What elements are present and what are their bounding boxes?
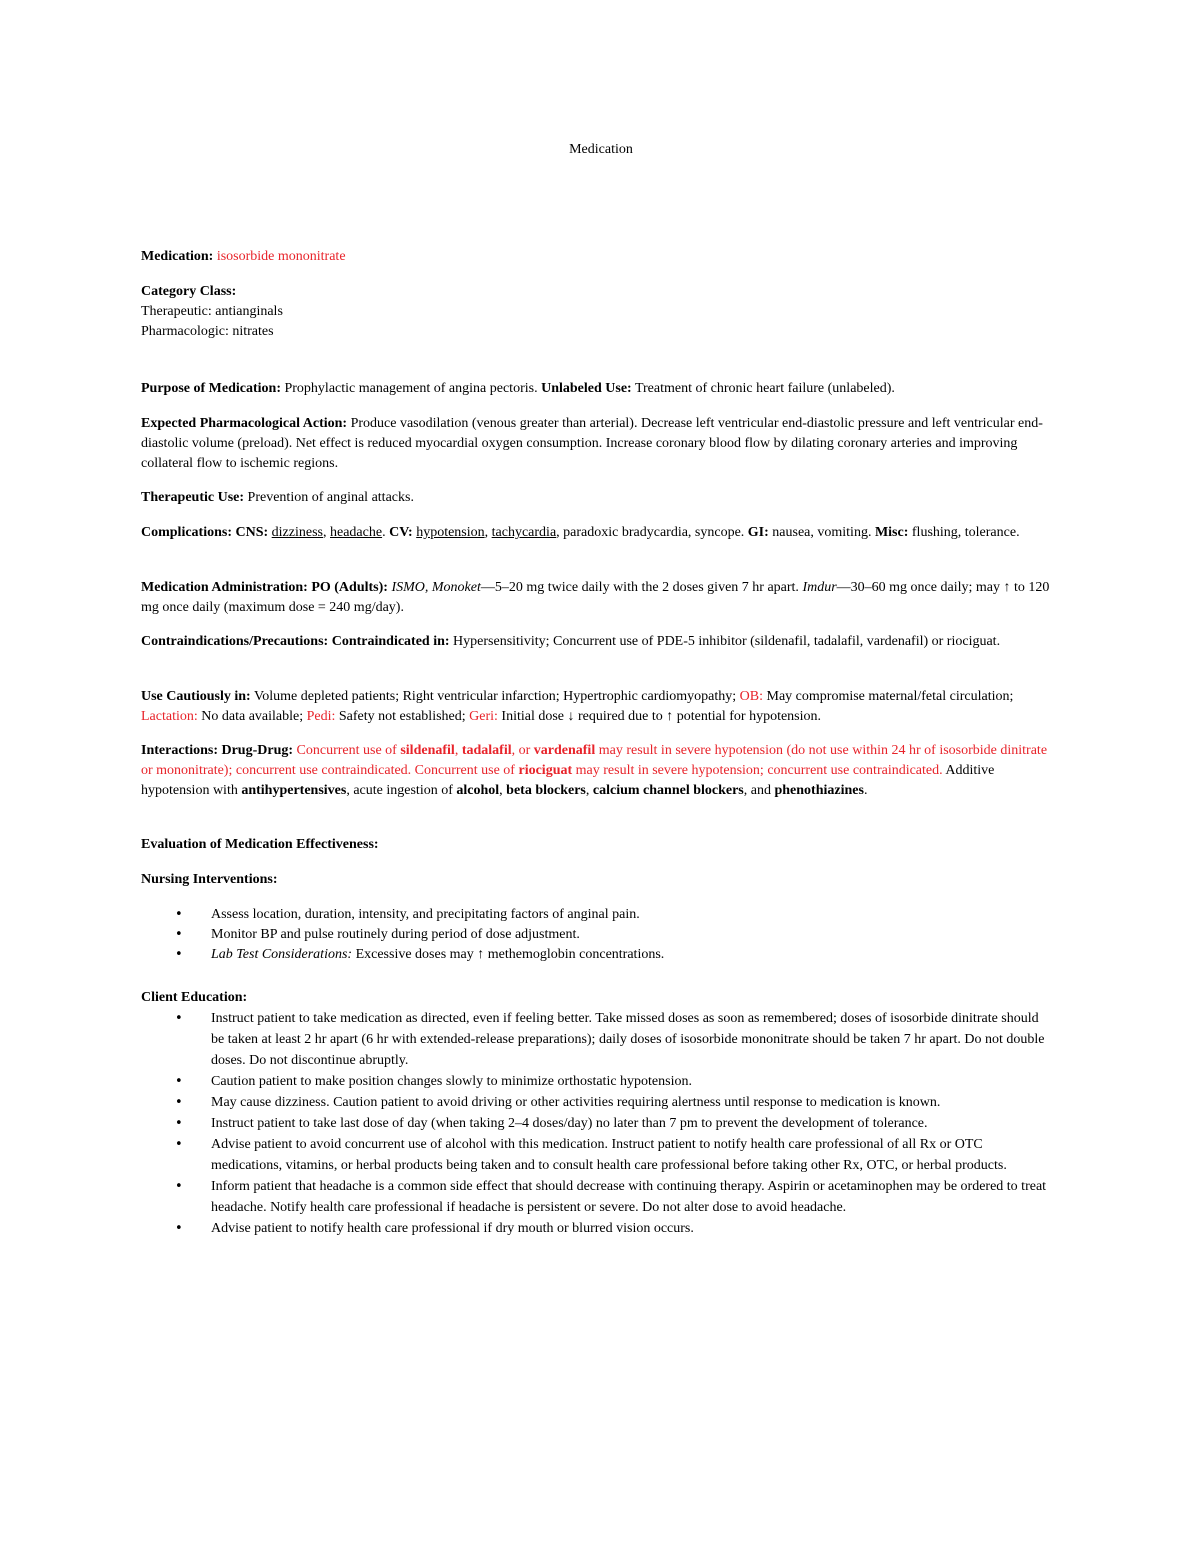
contraindicated-in-label: Contraindicated in: <box>331 634 450 649</box>
cautions-section <box>141 687 1053 727</box>
cv-label: CV: <box>389 525 413 540</box>
evaluation-label: Evaluation of Medication Effectiveness: <box>141 837 379 852</box>
purpose-section <box>141 379 1053 399</box>
cautions-text: Volume depleted patients; Right ventricular infarction; Hypertrophic cardiomyopathy; <box>253 689 737 704</box>
evaluation-section <box>141 835 1053 855</box>
drug-phenothiazines: phenothiazines <box>774 783 864 798</box>
therapeutic-class: Therapeutic: antianginals <box>141 304 283 319</box>
education-section <box>141 988 1053 1239</box>
list-item: • Assess location, duration, intensity, and precipitating factors of anginal pain. <box>141 905 1053 925</box>
drug-antihypertensives: antihypertensives <box>241 783 347 798</box>
cns-label: CNS: <box>235 525 269 540</box>
pedi-label: Pedi: <box>306 709 336 724</box>
gi-text: nausea, vomiting. <box>772 525 872 540</box>
dose-ismo: —5–20 mg twice daily with the 2 doses given 7 hr apart. <box>480 580 799 595</box>
list-item: • Instruct patient to take medication as directed, even if feeling better. Take missed doses as soon as remembered; doses of isosorbide dinitrate should be taken at least 2 hr apart (6 hr with extended-release preparations); daily doses of isosorbide mononitrate should be taken 7 hr apart. Do not double doses. Do not discontinue abruptly. <box>141 1008 1053 1071</box>
geri-text: Initial dose ↓ required due to ↑ potential for hypotension. <box>501 709 822 724</box>
drug-riociguat: riociguat <box>518 763 573 778</box>
nursing-label: Nursing Interventions: <box>141 872 278 887</box>
list-item: • Inform patient that headache is a common side effect that should decrease with continuing therapy. Aspirin or acetaminophen may be ordered to treat headache. Notify health care professional if headache is persistent or severe. Do not alter dose to avoid headache. <box>141 1176 1053 1218</box>
dizziness-text: dizziness <box>271 525 323 540</box>
action-text: Produce vasodilation (venous greater than arterial). Decrease left ventricular end-diastolic pressure and left ventricular end-diastolic volume (preload). Net effect is reduced myocardial oxygen consumption. Increase coronary blood flow by dilating coronary arteries and improving collateral flow to ischemic regions. <box>141 416 1043 471</box>
cautions-label: Use Cautiously in: <box>141 689 251 704</box>
interaction-text-6: , and <box>743 783 771 798</box>
contraindications-text: Hypersensitivity; Concurrent use of PDE-5 inhibitor (sildenafil, tadalafil, vardenafil) or riociguat. <box>453 634 1001 649</box>
ob-text: May compromise maternal/fetal circulation; <box>766 689 1014 704</box>
dose-imdur: —30–60 mg once daily; may ↑ to 120 mg once daily (maximum dose = 240 mg/day). <box>141 580 1050 615</box>
nursing-section <box>141 870 1053 965</box>
cv-rest-text: , paradoxic bradycardia, syncope. <box>556 525 745 540</box>
contraindications-label: Contraindications/Precautions: <box>141 634 329 649</box>
list-item <box>141 945 1053 965</box>
list-item: • Monitor BP and pulse routinely during period of dose adjustment. <box>141 925 1053 945</box>
lab-test-text: Excessive doses may ↑ methemoglobin concentrations. <box>355 947 665 962</box>
interaction-text-3: may result in severe hypotension; concurrent use contraindicated. <box>575 763 943 778</box>
complications-label: Complications: <box>141 525 232 540</box>
therapeutic-use-text: Prevention of anginal attacks. <box>247 490 414 505</box>
unlabeled-text: Treatment of chronic heart failure (unlabeled). <box>634 381 895 396</box>
medication-name: isosorbide mononitrate <box>216 249 346 264</box>
pedi-text: Safety not established; <box>338 709 466 724</box>
action-section <box>141 414 1053 474</box>
hypotension-text: hypotension <box>416 525 485 540</box>
drug-beta-blockers: beta blockers <box>506 783 586 798</box>
therapeutic-use-label: Therapeutic Use: <box>141 490 245 505</box>
drug-ccb: calcium channel blockers <box>592 783 744 798</box>
interaction-text-5: , acute ingestion of <box>346 783 453 798</box>
drug-vardenafil: vardenafil <box>533 743 596 758</box>
interactions-section: Interactions: Drug-Drug: Concurrent use of sildenafil, tadalafil, or vardenafil may result in severe hypotension (do not use within 24 hr of isosorbide dinitrate or mononitrate); concurrent use contraindicated. Concurrent use of riociguat may result in severe hypotension; concurrent use contraindicated. Additive hypotension with antihypertensives, acute ingestion of alcohol, beta blockers, calcium channel blockers, and phenothiazines. <box>141 743 1048 798</box>
pharmacologic-class: Pharmacologic: nitrates <box>141 324 274 339</box>
drug-tadalafil: tadalafil <box>461 743 512 758</box>
category-section <box>141 282 1053 342</box>
list-item: • Advise patient to avoid concurrent use of alcohol with this medication. Instruct patient to notify health care professional of all Rx or OTC medications, vitamins, or herbal products being taken and to consult health care professional before taking other Rx, OTC, or herbal products. <box>141 1134 1053 1176</box>
interaction-or: , or <box>511 743 531 758</box>
unlabeled-label: Unlabeled Use: <box>541 381 632 396</box>
page-title: Medication <box>569 142 633 157</box>
geri-label: Geri: <box>469 709 498 724</box>
therapeutic-use-section <box>141 488 1053 508</box>
education-label: Client Education: <box>141 990 248 1005</box>
purpose-text: Prophylactic management of angina pectoris. <box>284 381 538 396</box>
drug-alcohol: alcohol <box>456 783 500 798</box>
complications-section: Complications: CNS: dizziness, headache. CV: hypotension, tachycardia, paradoxic bradycardia, syncope. GI: nausea, vomiting. Misc: flushing, tolerance. <box>141 525 1020 540</box>
medication-line <box>141 247 1053 267</box>
list-item: • May cause dizziness. Caution patient to avoid driving or other activities requiring alertness until response to medication is known. <box>141 1092 1053 1113</box>
brand-imdur: Imdur <box>802 580 837 595</box>
interaction-text-1: Concurrent use of <box>296 743 397 758</box>
lab-test-label: Lab Test Considerations: <box>211 947 353 962</box>
drug-sildenafil: sildenafil <box>400 743 455 758</box>
interaction-text-2: may result in severe hypotension (do not use within 24 hr of isosorbide dinitrate or mononitrate); concurrent use contraindicated. Concurrent use of <box>141 743 1048 778</box>
administration-section <box>141 578 1053 618</box>
nursing-list <box>141 905 1053 965</box>
gi-label: GI: <box>747 525 769 540</box>
category-label: Category Class: <box>141 284 237 299</box>
ob-label: OB: <box>739 689 764 704</box>
lactation-text: No data available; <box>201 709 304 724</box>
administration-label: Medication Administration: PO (Adults): <box>141 580 388 595</box>
interactions-label: Interactions: Drug-Drug: <box>141 743 294 758</box>
tachycardia-text: tachycardia <box>491 525 557 540</box>
list-item: • Advise patient to notify health care professional if dry mouth or blurred vision occurs. <box>141 1218 1053 1239</box>
medication-label: Medication: <box>141 249 214 264</box>
headache-text: headache <box>330 525 383 540</box>
list-item: • Caution patient to make position changes slowly to minimize orthostatic hypotension. <box>141 1071 1053 1092</box>
purpose-label: Purpose of Medication: <box>141 381 281 396</box>
interaction-text-4: Additive hypotension with <box>141 763 995 798</box>
contraindications-section <box>141 632 1053 652</box>
misc-label: Misc: <box>874 525 909 540</box>
education-list <box>141 1008 1053 1239</box>
lactation-label: Lactation: <box>141 709 198 724</box>
list-item: • Instruct patient to take last dose of day (when taking 2–4 doses/day) no later than 7 pm to prevent the development of tolerance. <box>141 1113 1053 1134</box>
action-label: Expected Pharmacological Action: <box>141 416 348 431</box>
misc-text: flushing, tolerance. <box>911 525 1020 540</box>
brand-ismo: ISMO, Monoket <box>391 580 481 595</box>
